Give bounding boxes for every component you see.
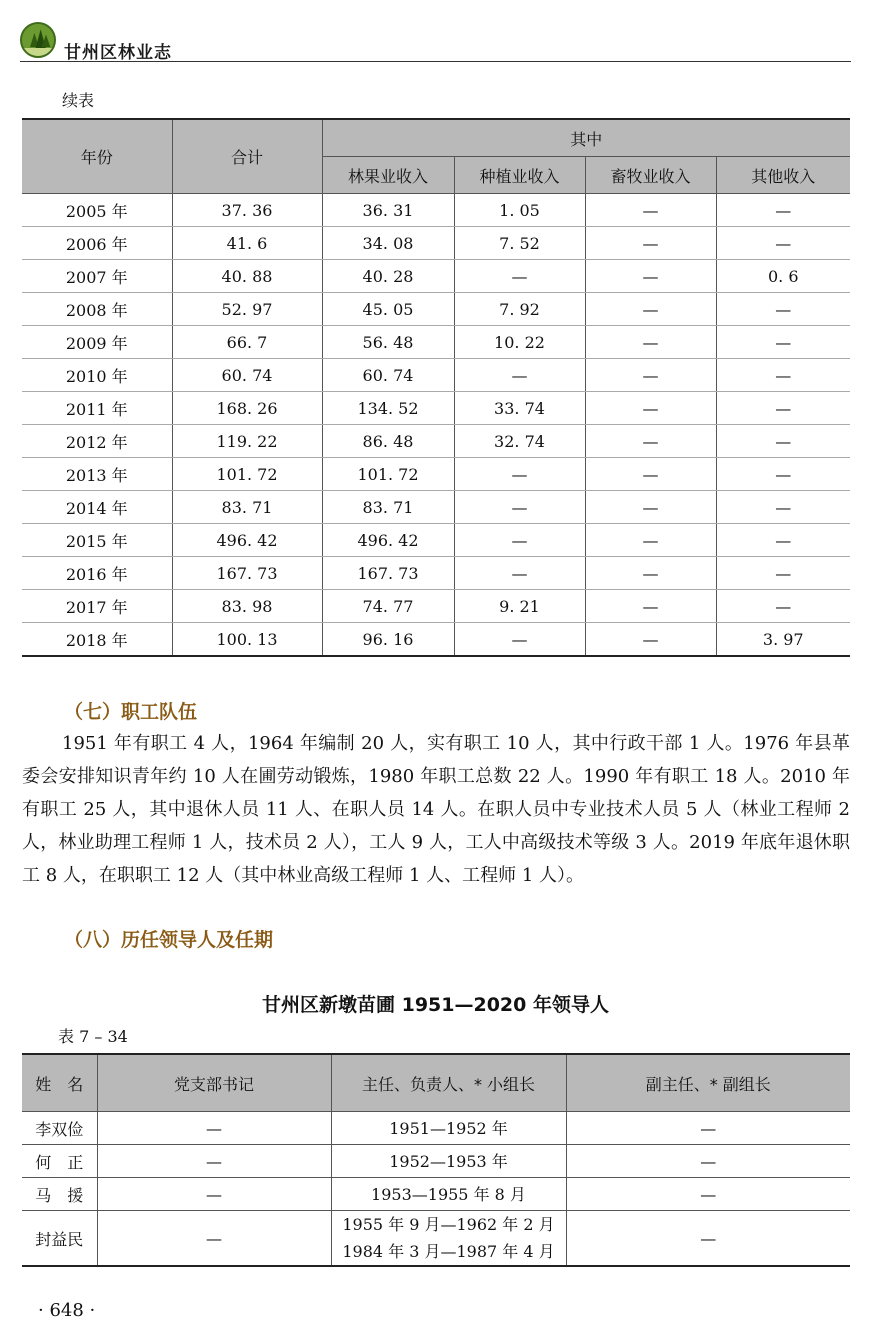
table-cell: — xyxy=(454,623,585,657)
leader-deputy-cell: — xyxy=(566,1211,850,1267)
table-cell: 86. 48 xyxy=(322,425,454,458)
table-cell: 33. 74 xyxy=(454,392,585,425)
table-cell: 101. 72 xyxy=(172,458,322,491)
table-cell: 101. 72 xyxy=(322,458,454,491)
table-cell: 3. 97 xyxy=(716,623,850,657)
table-cell: 496. 42 xyxy=(322,524,454,557)
table-cell: 40. 88 xyxy=(172,260,322,293)
table-cell: — xyxy=(585,392,716,425)
director-term: 1955 年 9 月—1962 年 2 月 xyxy=(342,1215,555,1234)
table-cell: 52. 97 xyxy=(172,293,322,326)
table-row xyxy=(22,1178,850,1211)
table-row xyxy=(22,260,850,293)
table-row xyxy=(22,392,850,425)
table-row xyxy=(22,1211,850,1267)
table-continued-caption: 续表 xyxy=(62,91,95,110)
leaders-table-number: 表 7 – 34 xyxy=(58,1027,128,1046)
header-total: 合计 xyxy=(172,119,322,194)
section-heading-staff: （七）职工队伍 xyxy=(64,701,198,723)
table-cell: 2008 年 xyxy=(22,293,172,326)
table-row xyxy=(22,1112,850,1145)
table-row xyxy=(22,293,850,326)
table-cell: 10. 22 xyxy=(454,326,585,359)
table-cell: 119. 22 xyxy=(172,425,322,458)
header-year: 年份 xyxy=(22,119,172,194)
section-heading-leaders: （八）历任领导人及任期 xyxy=(64,929,274,951)
table-cell: 37. 36 xyxy=(172,194,322,227)
table-cell: 32. 74 xyxy=(454,425,585,458)
table-cell: 2017 年 xyxy=(22,590,172,623)
book-title: 甘州区林业志 xyxy=(64,43,172,63)
table-cell: 2012 年 xyxy=(22,425,172,458)
table-cell: 0. 6 xyxy=(716,260,850,293)
table-cell: — xyxy=(454,557,585,590)
table-cell: 60. 74 xyxy=(172,359,322,392)
table-cell: — xyxy=(585,227,716,260)
table-cell: 100. 13 xyxy=(172,623,322,657)
table-cell: 41. 6 xyxy=(172,227,322,260)
header-divider xyxy=(20,61,851,62)
leader-name-cell: 马 援 xyxy=(22,1178,97,1211)
leader-director-cell xyxy=(331,1211,566,1267)
leader-deputy-cell: — xyxy=(566,1145,850,1178)
table-cell: — xyxy=(716,590,850,623)
table-cell: 2010 年 xyxy=(22,359,172,392)
table-cell: 83. 98 xyxy=(172,590,322,623)
leader-director-cell xyxy=(331,1178,566,1211)
table-cell: — xyxy=(454,458,585,491)
header-livestock: 畜牧业收入 xyxy=(585,157,716,194)
leader-secretary-cell: — xyxy=(97,1112,331,1145)
table-cell: — xyxy=(585,293,716,326)
leaders-table xyxy=(22,1053,850,1267)
table-cell: — xyxy=(585,326,716,359)
table-row xyxy=(22,458,850,491)
table-cell: — xyxy=(454,260,585,293)
table-cell: — xyxy=(716,392,850,425)
table-cell: — xyxy=(585,590,716,623)
income-table-body xyxy=(22,194,850,657)
header-group: 其中 xyxy=(322,119,850,157)
leader-name-cell: 何 正 xyxy=(22,1145,97,1178)
table-cell: 60. 74 xyxy=(322,359,454,392)
table-cell: — xyxy=(585,359,716,392)
table-cell: 2007 年 xyxy=(22,260,172,293)
table-cell: — xyxy=(716,194,850,227)
table-cell: 167. 73 xyxy=(322,557,454,590)
table-cell: — xyxy=(716,293,850,326)
table-cell: — xyxy=(716,227,850,260)
table-row xyxy=(22,557,850,590)
table-cell: 74. 77 xyxy=(322,590,454,623)
table-cell: — xyxy=(585,458,716,491)
page-header xyxy=(20,22,851,62)
table-cell: — xyxy=(585,623,716,657)
table-cell: — xyxy=(716,491,850,524)
table-cell: 2013 年 xyxy=(22,458,172,491)
table-row xyxy=(22,623,850,657)
table-cell: — xyxy=(454,359,585,392)
header-other: 其他收入 xyxy=(716,157,850,194)
table-cell: — xyxy=(716,524,850,557)
leader-name-cell: 封益民 xyxy=(22,1211,97,1267)
table-cell: 134. 52 xyxy=(322,392,454,425)
table-cell: 2009 年 xyxy=(22,326,172,359)
table-cell: 7. 52 xyxy=(454,227,585,260)
table-cell: 36. 31 xyxy=(322,194,454,227)
leader-secretary-cell: — xyxy=(97,1145,331,1178)
table-cell: — xyxy=(454,491,585,524)
leader-name-cell: 李双俭 xyxy=(22,1112,97,1145)
table-cell: 45. 05 xyxy=(322,293,454,326)
table-cell: 2018 年 xyxy=(22,623,172,657)
header-director: 主任、负责人、* 小组长 xyxy=(331,1054,566,1112)
header-forestry: 林果业收入 xyxy=(322,157,454,194)
director-term: 1953—1955 年 8 月 xyxy=(371,1184,526,1204)
table-cell: 7. 92 xyxy=(454,293,585,326)
table-cell: 2011 年 xyxy=(22,392,172,425)
table-row xyxy=(22,194,850,227)
table-cell: 83. 71 xyxy=(322,491,454,524)
leader-director-cell xyxy=(331,1145,566,1178)
table-cell: — xyxy=(716,359,850,392)
table-cell: 34. 08 xyxy=(322,227,454,260)
leaders-table-body xyxy=(22,1112,850,1267)
table-cell: — xyxy=(716,458,850,491)
table-cell: — xyxy=(585,524,716,557)
table-row xyxy=(22,590,850,623)
table-cell: 2014 年 xyxy=(22,491,172,524)
table-cell: 2005 年 xyxy=(22,194,172,227)
table-cell: — xyxy=(716,425,850,458)
leader-director-cell xyxy=(331,1112,566,1145)
table-row xyxy=(22,524,850,557)
table-row xyxy=(22,1145,850,1178)
staff-paragraph xyxy=(22,727,850,892)
leader-deputy-cell: — xyxy=(566,1178,850,1211)
table-cell: 40. 28 xyxy=(322,260,454,293)
table-row xyxy=(22,326,850,359)
table-cell: 2006 年 xyxy=(22,227,172,260)
table-row xyxy=(22,491,850,524)
table-cell: 2016 年 xyxy=(22,557,172,590)
table-row xyxy=(22,359,850,392)
table-cell: — xyxy=(585,194,716,227)
table-cell: 1. 05 xyxy=(454,194,585,227)
income-table xyxy=(22,118,850,657)
table-row xyxy=(22,425,850,458)
table-cell: 9. 21 xyxy=(454,590,585,623)
director-term: 1951—1952 年 xyxy=(389,1118,508,1138)
page-number: · 648 · xyxy=(38,1300,96,1321)
header-deputy: 副主任、* 副组长 xyxy=(566,1054,850,1112)
header-planting: 种植业收入 xyxy=(454,157,585,194)
table-cell: 96. 16 xyxy=(322,623,454,657)
header-name: 姓 名 xyxy=(22,1054,97,1112)
table-cell: — xyxy=(585,425,716,458)
table-row xyxy=(22,227,850,260)
table-cell: — xyxy=(716,326,850,359)
table-cell: — xyxy=(716,557,850,590)
leader-secretary-cell: — xyxy=(97,1178,331,1211)
director-term: 1984 年 3 月—1987 年 4 月 xyxy=(342,1242,555,1261)
table-cell: — xyxy=(585,260,716,293)
leader-deputy-cell: — xyxy=(566,1112,850,1145)
leader-secretary-cell: — xyxy=(97,1211,331,1267)
table-cell: — xyxy=(585,557,716,590)
table-cell: 83. 71 xyxy=(172,491,322,524)
staff-paragraph-text: 1951 年有职工 4 人，1964 年编制 20 人，实有职工 10 人，其中行政干部 1 人。1976 年县革委会安排知识青年约 10 人在圃劳动锻炼，1980 年职工总数 22 人。1990 年有职工 18 人。2010 年有职工 25 人，其中退休人员 11 人、在职人员 14 人。在职人员中专业技术人员 5 人（林业工程师 2 人，林业助理工程师 1 人，技术员 2 人），工人 9 人，工人中高级技术等级 3 人。2019 年底年退休职工 8 人，在职职工 12 人（其中林业高级工程师 1 人、工程师 1 人）。 xyxy=(22,733,850,886)
leaders-table-title: 甘州区新墩苗圃 1951—2020 年领导人 xyxy=(262,994,609,1016)
table-cell: — xyxy=(585,491,716,524)
table-cell: 168. 26 xyxy=(172,392,322,425)
table-cell: 167. 73 xyxy=(172,557,322,590)
table-cell: 2015 年 xyxy=(22,524,172,557)
table-cell: 56. 48 xyxy=(322,326,454,359)
forest-logo-icon xyxy=(20,22,56,58)
table-cell: — xyxy=(454,524,585,557)
director-term: 1952—1953 年 xyxy=(389,1151,508,1171)
header-secretary: 党支部书记 xyxy=(97,1054,331,1112)
table-cell: 496. 42 xyxy=(172,524,322,557)
table-cell: 66. 7 xyxy=(172,326,322,359)
